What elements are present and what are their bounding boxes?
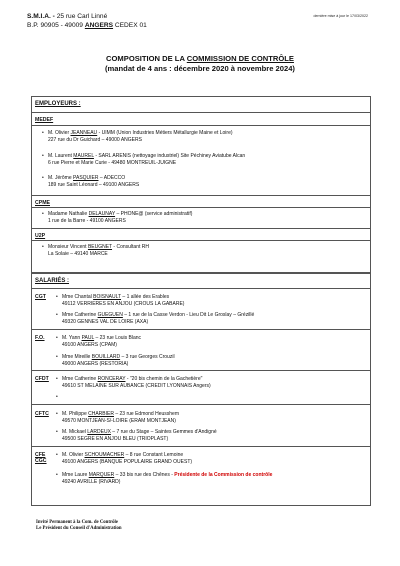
footer-line1: Invité Permanent à la Com. de Contrôle (36, 520, 118, 525)
salaries-heading: SALARIÉS : (35, 278, 70, 284)
group-fo: F.O. (35, 335, 45, 341)
bullet-icon: • (42, 130, 44, 136)
salaries-section (31, 273, 371, 506)
org-cedex: CEDEX 01 (114, 21, 147, 29)
member-lardeux: • M. Mickael LARDEUX – 7 rue du Stage – Saintes Gemmes d'Andigné 49500 SEGRE EN ANJOU BLEU (TRIOPLAST) (56, 429, 217, 442)
bullet-icon: • (42, 211, 44, 217)
member-pasquier: • M. Jérôme PASQUIER – ADECCO 189 rue Saint Léonard – 49100 ANGERS (42, 175, 140, 188)
org-city: ANGERS (84, 21, 114, 29)
group-cfe: CFE (35, 452, 46, 458)
group-medef: MEDEF (35, 117, 54, 123)
bullet-icon: • (56, 335, 58, 341)
divider (32, 195, 370, 196)
divider (32, 240, 370, 241)
group-u2p: U2P (35, 233, 46, 239)
member-jeanneau: • M. Olivier JEANNEAU - UIMM (Union Industries Métiers Métallurgie Maine et Loire) 227 rue du Dr Guichard – 49000 ANGERS (42, 130, 233, 143)
letterhead (27, 13, 147, 31)
letterhead-line1 (27, 13, 147, 22)
member-schoumacher: • M. Olivier SCHOUMACHER – 8 rue Constant Lemoine 49100 ANGERS (BANQUE POPULAIRE GRAND OUEST) (56, 452, 193, 465)
bullet-icon: • (56, 312, 58, 318)
member-gueguen: • Mme Catherine GUEGUEN – 1 rue de la Casse Verdon - Lieu Dit Le Groslay – Grézillé 49320 GENNES VAL DE LOIRE (AXA) (56, 312, 255, 325)
title-line1 (0, 54, 400, 64)
bullet-icon: • (56, 411, 58, 417)
title-subtitle: (mandat de 4 ans : décembre 2020 à novembre 2024) (105, 64, 295, 74)
employeurs-heading: EMPLOYEURS : (35, 101, 81, 107)
member-boisnault: • Mme Chantal BOISNAULT – 1 allée des Erables 49112 VERRIERES EN ANJOU (CROUS LA GABARE) (56, 294, 185, 307)
footer-line2: Le Président du Conseil d'Administration (36, 526, 122, 532)
member-paul: • M. Yann PAUL – 23 rue Louis Blanc 49100 ANGERS (CPAM) (56, 335, 142, 348)
group-cgt: CGT (35, 294, 46, 300)
divider (32, 404, 370, 405)
bullet-icon: • (56, 472, 58, 478)
title-highlight: COMMISSION DE CONTRÔLE (186, 54, 294, 63)
divider (32, 228, 370, 229)
group-cftc: CFTC (35, 411, 49, 417)
divider (32, 112, 370, 113)
member-maurel: • M. Laurent MAUREL - SARL ARENIS (nettoyage industriel) Site Péchiney Aviatube Alcan 6 rue Pierre et Marie Curie - 49480 MONTREUIL-JUIGNE (42, 153, 246, 166)
bullet-icon: • (56, 376, 58, 382)
letterhead-line2 (27, 22, 147, 31)
group-cgc: CGC (35, 458, 47, 465)
member-marquer: • Mme Laure MARQUER – 33 bis rue des Chênes - Présidente de la Commission de contrôle 49240 AVRILLE (RIVARD) (56, 472, 273, 485)
member-bouillard: • Mme Mireille BOUILLARD – 3 rue Georges Crouzil 49000 ANGERS (RESTORIA) (56, 354, 175, 367)
org-bp: B.P. 90905 - 49009 (27, 21, 83, 29)
bullet-icon: • (56, 294, 58, 300)
title-prefix: COMPOSITION DE LA (106, 54, 185, 63)
page-title (0, 54, 400, 75)
divider (32, 329, 370, 330)
group-cfe-cgc (35, 452, 47, 464)
org-name: S.M.I.A. - (27, 13, 55, 20)
bullet-icon: • (42, 153, 44, 159)
divider (32, 370, 370, 371)
bullet-icon: • (42, 175, 44, 181)
group-cfdt: CFDT (35, 376, 49, 382)
bullet-icon: • (56, 394, 58, 400)
footer-note (36, 520, 122, 533)
bullet-icon: • (56, 429, 58, 435)
bullet-icon: • (56, 452, 58, 458)
divider (32, 288, 370, 289)
divider (32, 207, 370, 208)
president-label: Présidente de la Commission de contrôle (174, 472, 273, 478)
member-charbier: • M. Philippe CHARBIER – 23 rue Edmond Heusshem 49570 MONTJEAN-S/-LOIRE (ERAM MONTJEAN) (56, 411, 180, 424)
divider (32, 446, 370, 447)
bullet-icon: • (56, 354, 58, 360)
last-updated: dernière mise à jour le 17/03/2022 (313, 14, 368, 18)
employeurs-section (31, 96, 371, 273)
bullet-icon: • (42, 244, 44, 250)
member-delaunay: • Madame Nathalie DELAUNAY – PHONE@ (service administratif) 1 rue de la Barre - 49100 ANGERS (42, 211, 193, 224)
divider (32, 125, 370, 126)
org-address: 25 rue Carl Linné (56, 13, 108, 20)
member-ronceray: • Mme Catherine RONCERAY - "20 bis chemin de la Gachetière" 49610 ST MELAINE SUR AUBANCE (CREDIT LYONNAIS Angers) (56, 376, 211, 389)
member-beugnet: • Monsieur Vincent BEUGNET - Consultant RH La Solaie – 49140 MARCE (42, 244, 149, 257)
group-cpme: CPME (35, 200, 50, 206)
